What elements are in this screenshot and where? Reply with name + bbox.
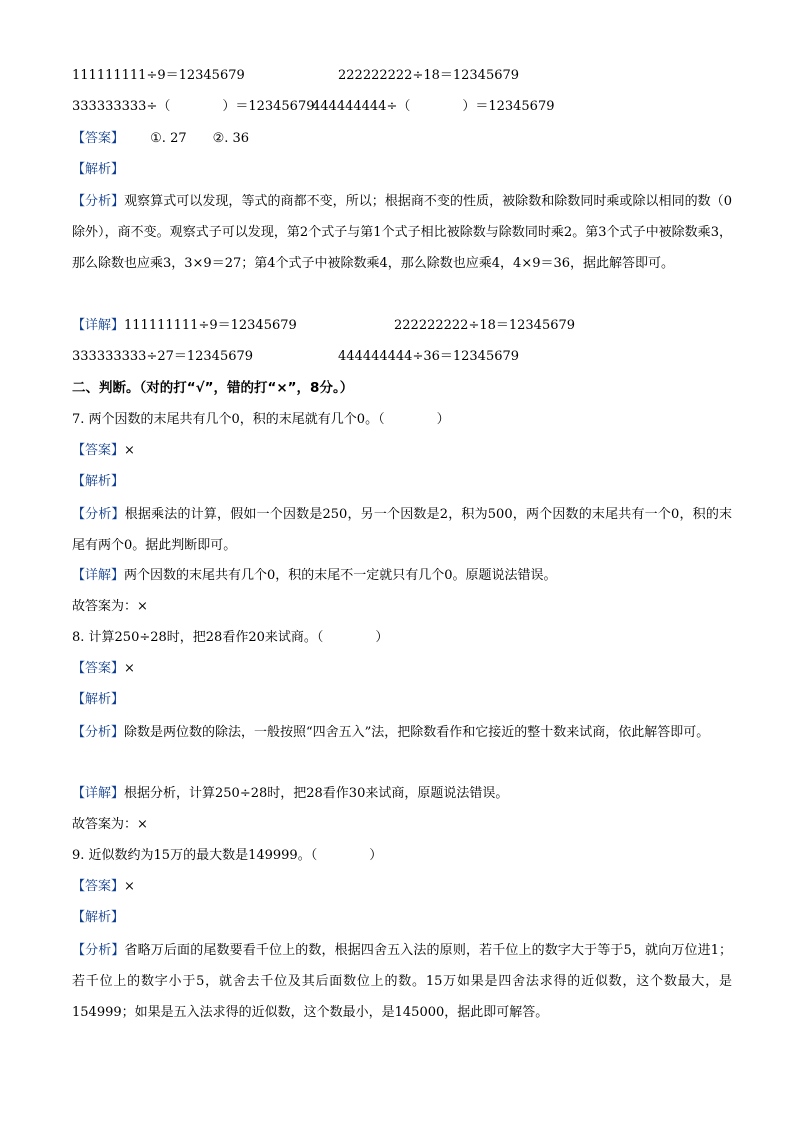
q7-detail-text: 两个因数的末尾共有几个0，积的末尾不一定就只有几个0。原题说法错误。 bbox=[124, 568, 557, 583]
answer-text: ①. 27 ②. 36 bbox=[150, 131, 250, 146]
q8-fenxi-paragraph bbox=[72, 717, 732, 748]
q9-fenxi-paragraph bbox=[72, 935, 732, 1028]
q7-fenxi-text: 根据乘法的计算，假如一个因数是250，另一个因数是2，积为500，两个因数的末尾共有一个0，积的末尾有两个0。据此判断即可。 bbox=[72, 507, 732, 553]
detail-row-2 bbox=[72, 348, 732, 366]
analysis-tag: 【解析】 bbox=[72, 162, 125, 177]
detail-equation-4: 444444444÷36＝12345679 bbox=[338, 349, 520, 364]
q8-analysis-line bbox=[72, 691, 732, 709]
q7-analysis-line bbox=[72, 473, 732, 491]
equation-4: 444444444÷（ ）＝12345679 bbox=[312, 99, 555, 114]
question-8: 8. 计算250÷28时，把28看作20来试商。（ ） bbox=[72, 630, 389, 645]
question-9: 9. 近似数约为15万的最大数是149999。（ ） bbox=[72, 848, 383, 863]
q9-answer-line bbox=[72, 878, 732, 896]
q7-detail-tag: 【详解】 bbox=[72, 568, 125, 583]
q8-detail-tag: 【详解】 bbox=[72, 786, 125, 801]
equation-3: 333333333÷（ ）＝12345679 bbox=[72, 99, 315, 114]
equation-row-1 bbox=[72, 67, 732, 85]
answer-tag: 【答案】 bbox=[72, 131, 125, 146]
q7-analysis-tag: 【解析】 bbox=[72, 474, 125, 489]
detail-equation-3: 333333333÷27＝12345679 bbox=[72, 349, 254, 364]
question-7: 7. 两个因数的末尾共有几个0，积的末尾就有几个0。（ ） bbox=[72, 412, 450, 427]
q8-analysis-tag: 【解析】 bbox=[72, 692, 125, 707]
detail-equation-1: 111111111÷9＝12345679 bbox=[124, 318, 297, 333]
q7-fenxi-tag: 【分析】 bbox=[72, 507, 125, 522]
q8-conclusion: 故答案为：× bbox=[72, 817, 148, 832]
detail-row-1 bbox=[72, 317, 732, 335]
q9-analysis-tag: 【解析】 bbox=[72, 910, 125, 925]
q8-detail-line bbox=[72, 785, 732, 803]
q9-analysis-line bbox=[72, 909, 732, 927]
fenxi-text: 观察算式可以发现，等式的商都不变，所以；根据商不变的性质，被除数和除数同时乘或除以相同的数（0除外），商不变。观察式子可以发现，第2个式子与第1个式子相比被除数与除数同时乘2。第3个式子中被除数乘3，那么除数也应乘3，3×9＝27；第4个式子中被除数乘4，那么除数也应乘4，4×9＝36，据此解答即可。 bbox=[72, 194, 732, 271]
detail-tag: 【详解】 bbox=[72, 318, 125, 333]
section-heading: 二、判断。（对的打“√”，错的打“×”，8分。） bbox=[72, 380, 354, 396]
q8-answer: × bbox=[124, 661, 135, 676]
equation-row-2 bbox=[72, 98, 732, 116]
q9-fenxi-text: 省略万后面的尾数要看千位上的数，根据四舍五入法的原则，若千位上的数字大于等于5，就向万位进1；若千位上的数字小于5，就舍去千位及其后面数位上的数。15万如果是四舍法求得的近似数，这个数最大，是154999；如果是五入法求得的近似数，这个数最小，是145000，据此即可解答。 bbox=[72, 943, 732, 1020]
answer-line bbox=[72, 130, 732, 148]
detail-equation-2: 222222222÷18＝12345679 bbox=[394, 318, 576, 333]
q8-fenxi-text: 除数是两位数的除法，一般按照“四舍五入”法，把除数看作和它接近的整十数来试商，依此解答即可。 bbox=[124, 725, 710, 740]
equation-1: 111111111÷9＝12345679 bbox=[72, 68, 245, 83]
q8-detail-text: 根据分析，计算250÷28时，把28看作30来试商，原题说法错误。 bbox=[124, 786, 509, 801]
q9-fenxi-tag: 【分析】 bbox=[72, 943, 125, 958]
q7-conclusion: 故答案为：× bbox=[72, 599, 148, 614]
q7-answer-line bbox=[72, 442, 732, 460]
q9-answer-tag: 【答案】 bbox=[72, 879, 125, 894]
q8-fenxi-tag: 【分析】 bbox=[72, 725, 125, 740]
analysis-line bbox=[72, 161, 732, 179]
q7-answer-tag: 【答案】 bbox=[72, 443, 125, 458]
q9-answer: × bbox=[124, 879, 135, 894]
q7-fenxi-paragraph bbox=[72, 499, 732, 561]
equation-2: 222222222÷18＝12345679 bbox=[338, 68, 520, 83]
q8-answer-line bbox=[72, 660, 732, 678]
fenxi-tag: 【分析】 bbox=[72, 194, 125, 209]
q8-answer-tag: 【答案】 bbox=[72, 661, 125, 676]
q7-detail-line bbox=[72, 567, 732, 585]
fenxi-paragraph bbox=[72, 186, 732, 279]
q7-answer: × bbox=[124, 443, 135, 458]
